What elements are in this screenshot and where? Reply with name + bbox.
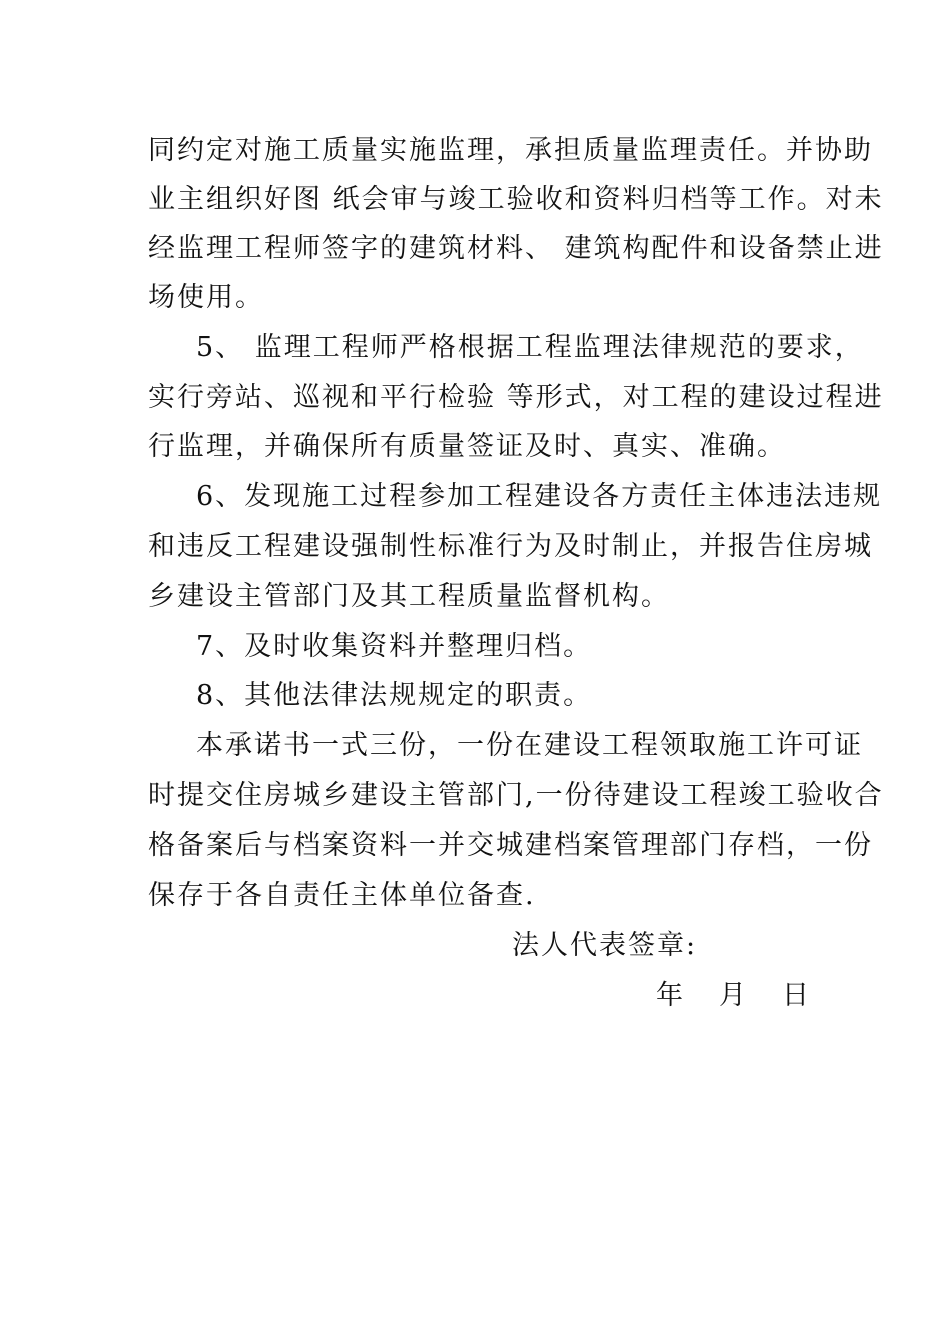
- date-day: 日: [782, 980, 809, 1011]
- text-line-6: 实行旁站、巡视和平行检验 等形式，对工程的建设过程进: [148, 382, 884, 413]
- text-line-15: 格备案后与档案资料一并交城建档案管理部门存档，一份: [148, 830, 873, 861]
- text-line-10: 乡建设主管部门及其工程质量监督机构。: [148, 581, 670, 612]
- text-line-3: 经监理工程师签字的建筑材料、 建筑构配件和设备禁止进: [148, 233, 884, 264]
- text-line-5: 5、 监理工程师严格根据工程监理法律规范的要求，: [196, 332, 864, 363]
- date-line: [656, 979, 809, 1013]
- signature-label: 法人代表签章:: [512, 930, 698, 961]
- text-line-1: 同约定对施工质量实施监理，承担质量监理责任。并协助: [148, 135, 873, 166]
- text-line-4: 场使用。: [148, 282, 264, 313]
- text-line-13: 本承诺书一式三份，一份在建设工程领取施工许可证: [196, 730, 863, 761]
- text-line-2: 业主组织好图 纸会审与竣工验收和资料归档等工作。对未: [148, 184, 884, 215]
- date-month: 月: [719, 980, 746, 1011]
- text-line-12: 8、其他法律法规规定的职责。: [196, 680, 593, 711]
- text-line-16: 保存于各自责任主体单位备查.: [148, 880, 536, 911]
- text-line-9: 和违反工程建设强制性标准行为及时制止，并报告住房城: [148, 531, 873, 562]
- text-line-8: 6、发现施工过程参加工程建设各方责任主体违法违规: [196, 481, 883, 512]
- text-line-11: 7、及时收集资料并整理归档。: [196, 631, 593, 662]
- text-line-14: 时提交住房城乡建设主管部门,一份待建设工程竣工验收合: [148, 780, 884, 811]
- date-year: 年: [656, 980, 683, 1011]
- text-line-7: 行监理，并确保所有质量签证及时、真实、准确。: [148, 431, 786, 462]
